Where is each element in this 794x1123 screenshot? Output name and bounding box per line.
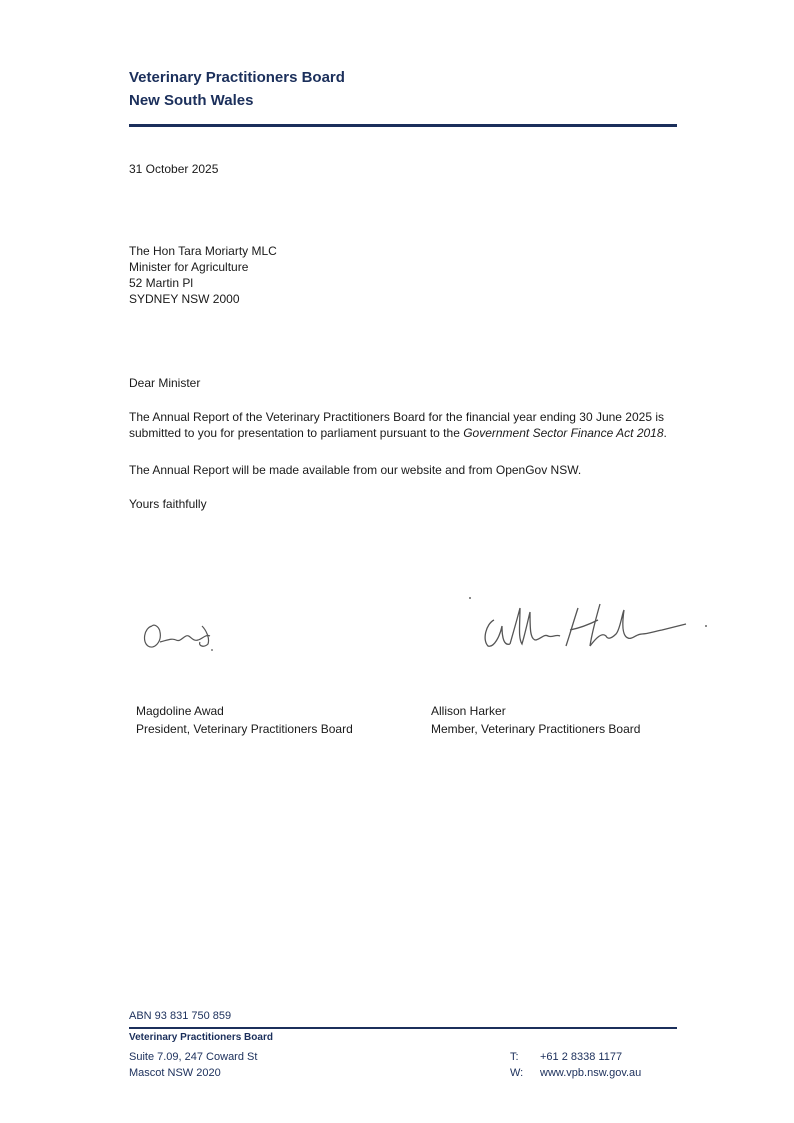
footer-address-line: Mascot NSW 2020 [129, 1067, 221, 1079]
footer-abn: ABN 93 831 750 859 [129, 1010, 232, 1022]
closing: Yours faithfully [129, 497, 207, 511]
recipient-line: Minister for Agriculture [129, 260, 249, 274]
footer-phone-row [510, 1049, 641, 1065]
footer-web-row [510, 1065, 641, 1081]
signatory-2 [431, 702, 640, 738]
signature-awad-image [140, 612, 230, 657]
footer-divider [129, 1027, 677, 1029]
act-name: Government Sector Finance Act 2018 [463, 426, 664, 440]
signatory-1 [136, 702, 353, 738]
signatory-name: Allison Harker [431, 704, 506, 718]
letter-date: 31 October 2025 [129, 162, 219, 176]
phone-label: T: [510, 1051, 519, 1063]
footer-address-line: Suite 7.09, 247 Coward St [129, 1051, 258, 1063]
recipient-line: 52 Martin Pl [129, 276, 194, 290]
org-name-line1: Veterinary Practitioners Board [129, 69, 345, 86]
footer-contact [510, 1049, 641, 1081]
footer-address [129, 1049, 257, 1081]
footer-org-name: Veterinary Practitioners Board [129, 1032, 273, 1043]
body-paragraph-2: The Annual Report will be made available from our website and from OpenGov NSW. [129, 463, 582, 477]
para1-end: . [663, 426, 667, 440]
web-label: W: [510, 1067, 524, 1079]
letterhead [129, 66, 345, 112]
body-paragraph-1 [129, 409, 689, 441]
para1-text: The Annual Report of the Veterinary Practitioners Board for the financial year ending 30 June 2025 is submitted to you for presentation to parliament pursuant to the [129, 410, 664, 440]
recipient-line: The Hon Tara Moriarty MLC [129, 244, 277, 258]
website-link[interactable]: www.vpb.nsw.gov.au [540, 1067, 642, 1079]
phone-number: +61 2 8338 1177 [540, 1051, 623, 1063]
signature-harker-image [466, 590, 716, 660]
signatory-title: Member, Veterinary Practitioners Board [431, 722, 641, 736]
recipient-address [129, 243, 277, 307]
org-name-line2: New South Wales [129, 92, 254, 109]
signatory-title: President, Veterinary Practitioners Board [136, 722, 353, 736]
header-divider [129, 124, 677, 127]
recipient-line: SYDNEY NSW 2000 [129, 292, 240, 306]
salutation: Dear Minister [129, 376, 201, 390]
signatory-name: Magdoline Awad [136, 704, 224, 718]
